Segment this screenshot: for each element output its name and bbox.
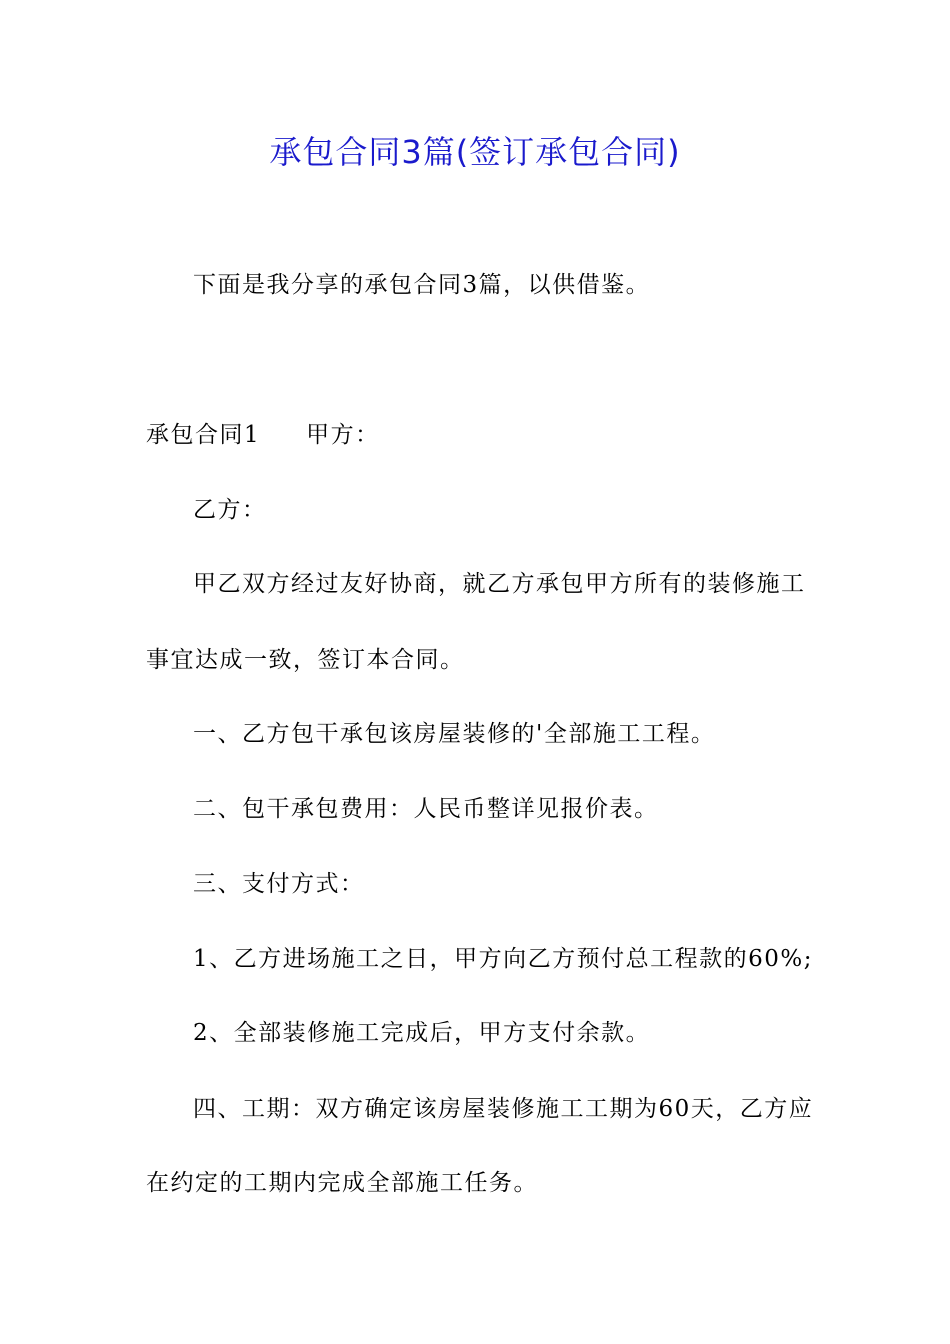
intro-paragraph: 下面是我分享的承包合同3篇，以供借鉴。 (193, 272, 651, 298)
clause-4-line-1: 四、工期：双方确定该房屋装修施工工期为60天，乙方应 (193, 1096, 814, 1122)
clause-3-item-2: 2、全部装修施工完成后，甲方支付余款。 (193, 1020, 651, 1046)
clause-2: 二、包干承包费用：人民币整详见报价表。 (193, 796, 659, 822)
party-b-label: 乙方： (193, 497, 267, 523)
paragraph-1-line-2: 事宜达成一致，签订本合同。 (146, 647, 465, 673)
clause-3-item-1: 1、乙方进场施工之日，甲方向乙方预付总工程款的60%; (193, 946, 814, 972)
clause-1: 一、乙方包干承包该房屋装修的'全部施工工程。 (193, 721, 716, 747)
paragraph-1-line-1: 甲乙双方经过友好协商，就乙方承包甲方所有的装修施工 (193, 571, 806, 597)
party-a-label: 甲方： (306, 422, 380, 448)
section-heading-line (146, 418, 816, 452)
clause-4-line-2: 在约定的工期内完成全部施工任务。 (146, 1170, 538, 1196)
section-label: 承包合同1 (146, 422, 261, 448)
document-title: 承包合同3篇(签订承包合同) (269, 133, 681, 171)
clause-3: 三、支付方式： (193, 871, 365, 897)
